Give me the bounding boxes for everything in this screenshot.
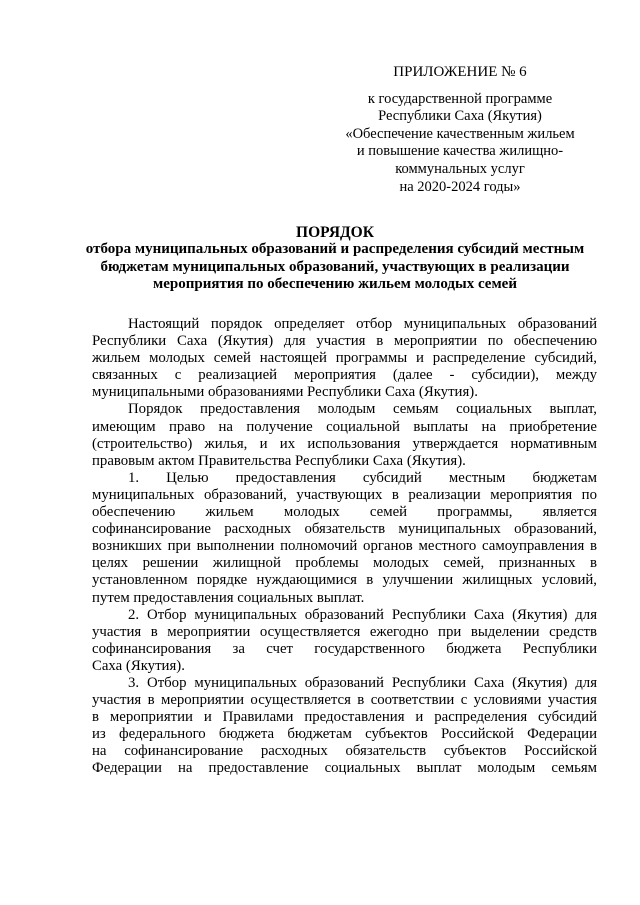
appendix-line: и повышение качества жилищно-: [356, 143, 564, 160]
paragraph-1: [92, 470, 597, 607]
paragraph-3: [92, 675, 597, 778]
paragraph-2: [92, 607, 597, 675]
body-line: на софинансирование расходных обязательств субъектов Российской: [92, 743, 597, 760]
document-heading: [70, 224, 600, 294]
body-line: 3. Отбор муниципальных образований Республики Саха (Якутия) для: [128, 674, 597, 691]
appendix-line: «Обеспечение качественным жильем: [345, 125, 575, 142]
body-line: возникших при выполнении полномочий органов местного самоуправления в: [92, 538, 597, 555]
body-line: в мероприятии и Правилами предоставления и распределения субсидий: [92, 709, 597, 726]
appendix-header: [330, 64, 590, 196]
paragraph-procedure: [92, 401, 597, 469]
body-line: участия в мероприятии осуществляется ежегодно при выделении средств: [92, 623, 597, 640]
body-line: участия в мероприятии осуществляется в соответствии с условиями участия: [92, 692, 597, 709]
document-body: [92, 316, 597, 778]
body-line: муниципальными образованиями Республики Саха (Якутия).: [92, 384, 478, 401]
body-line: Федерации на предоставление социальных выплат молодым семьям: [92, 760, 597, 777]
heading-line: мероприятия по обеспечению жильем молодых семей: [153, 276, 517, 293]
appendix-line: коммунальных услуг: [395, 160, 525, 177]
appendix-line: к государственной программе: [367, 90, 553, 107]
body-line: Настоящий порядок определяет отбор муниципальных образований: [128, 316, 597, 332]
body-line: 1. Целью предоставления субсидий местным бюджетам: [128, 469, 597, 486]
body-line: связанных с реализацией мероприятия (далее - субсидии), между: [92, 367, 597, 384]
paragraph-intro: [92, 316, 597, 401]
body-line: 2. Отбор муниципальных образований Республики Саха (Якутия) для: [128, 606, 597, 623]
heading-line: отбора муниципальных образований и распределения субсидий местным: [85, 241, 585, 258]
body-line: софинансирование расходных обязательств муниципальных образований,: [92, 521, 597, 538]
body-line: Порядок предоставления молодым семьям социальных выплат,: [128, 401, 597, 418]
body-line: жильем молодых семей настоящей программы и распределение субсидий,: [92, 350, 597, 367]
body-line: обеспечению жильем молодых семей программы, является: [92, 504, 597, 521]
body-line: Саха (Якутия).: [92, 657, 185, 674]
heading-line: бюджетам муниципальных образований, участвующих в реализации: [100, 258, 570, 275]
appendix-title: ПРИЛОЖЕНИЕ № 6: [393, 64, 527, 80]
body-line: правовым актом Правительства Республики Саха (Якутия).: [92, 452, 466, 469]
appendix-line: на 2020-2024 годы»: [399, 178, 521, 195]
body-line: муниципальных образований, участвующих в реализации мероприятия по: [92, 486, 597, 503]
body-line: установленном порядке нуждающимися в улучшении жилищных условий,: [92, 572, 597, 589]
body-line: (строительство) жилья, и их использования утверждается нормативным: [92, 435, 597, 452]
appendix-line: Республики Саха (Якутия): [378, 108, 542, 125]
body-line: путем предоставления социальных выплат.: [92, 589, 365, 606]
body-line: софинансирования за счет государственного бюджета Республики: [92, 640, 597, 657]
body-line: из федерального бюджета бюджетам субъектов Российской Федерации: [92, 726, 597, 743]
body-line: целях решении жилищной проблемы молодых семей, признанных в: [92, 555, 597, 572]
body-line: Республики Саха (Якутия) для участия в мероприятии по обеспечению: [92, 333, 597, 350]
body-line: имеющим право на получение социальной выплаты на приобретение: [92, 418, 597, 435]
document-title: ПОРЯДОК: [296, 224, 374, 241]
